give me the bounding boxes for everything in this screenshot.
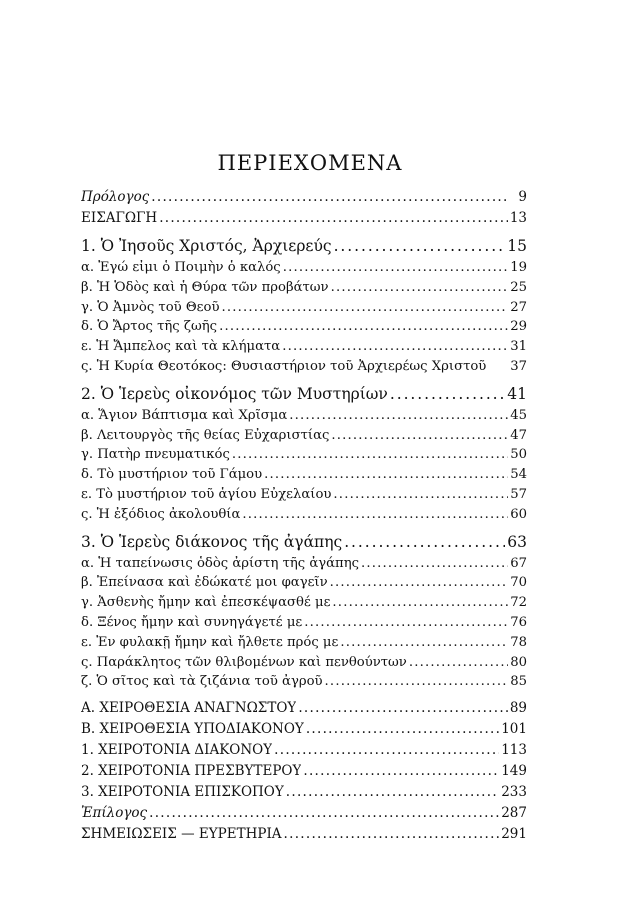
toc-page-number: 63 — [507, 532, 527, 551]
dot-leader — [361, 554, 508, 574]
toc-entry[interactable] — [81, 593, 527, 613]
toc-entry-label: α. Ἡ ταπείνωσις ὁδὸς ἀρίστη τῆς ἀγάπης — [81, 555, 359, 571]
dot-leader — [306, 719, 499, 740]
dot-leader — [330, 573, 509, 593]
toc-entry[interactable] — [81, 740, 527, 761]
toc-entry[interactable] — [81, 672, 527, 692]
dot-leader — [286, 782, 499, 803]
dot-leader — [325, 672, 509, 692]
toc-entry[interactable] — [81, 573, 527, 593]
toc-entry-label: ε. Ἡ Ἄμπελος καὶ τὰ κλήματα — [81, 339, 281, 355]
dot-leader — [242, 505, 508, 525]
toc-page-number: 101 — [501, 721, 527, 738]
toc-page-number: 45 — [510, 407, 527, 423]
toc-page-number: 47 — [510, 427, 527, 443]
dot-leader — [298, 698, 507, 719]
toc-page-number: 27 — [510, 299, 527, 315]
toc-entry[interactable] — [81, 187, 527, 208]
toc-entry-label: ε. Ἐν φυλακῇ ἤμην καὶ ἤλθετε πρός με — [81, 634, 339, 650]
toc-page-number: 76 — [510, 614, 527, 630]
toc-page-number: 85 — [510, 674, 527, 690]
toc-page-number: 149 — [501, 763, 527, 780]
dot-leader — [332, 593, 508, 613]
dot-leader — [344, 531, 505, 554]
dot-leader — [283, 258, 509, 278]
toc-entry[interactable] — [81, 698, 527, 719]
toc-page-number: 25 — [510, 279, 527, 295]
toc-entry[interactable] — [81, 719, 527, 740]
toc-entry-label: β. Λειτουργὸς τῆς θείας Εὐχαριστίας — [81, 427, 330, 443]
toc-page-number: 70 — [510, 575, 527, 591]
toc-page-number: 67 — [510, 555, 527, 571]
toc-entry-label: 1. Ὁ Ἰησοῦς Χριστός, Ἀρχιερεύς — [81, 237, 332, 255]
dot-leader — [340, 633, 508, 653]
dot-leader — [284, 824, 500, 845]
toc-entry[interactable] — [81, 613, 527, 633]
dot-leader — [264, 465, 508, 485]
toc-page-number: 37 — [510, 358, 527, 374]
toc-page-number: 291 — [501, 826, 527, 843]
toc-entry-label: γ. Πατὴρ πνευματικός — [81, 447, 230, 463]
toc-entry-label: γ. Ἀσθενὴς ἤμην καὶ ἐπεσκέψασθέ με — [81, 595, 331, 611]
toc-entry-label: Β. ΧΕΙΡΟΘΕΣΙΑ ΥΠΟΔΙΑΚΟΝΟΥ — [81, 721, 304, 738]
dot-leader — [151, 187, 509, 208]
toc-page-number: 80 — [510, 654, 527, 670]
toc-entry[interactable] — [81, 406, 527, 426]
dot-leader — [221, 298, 508, 318]
toc-entry[interactable] — [81, 761, 527, 782]
toc-entry[interactable] — [81, 208, 527, 229]
table-of-contents — [81, 187, 527, 845]
toc-entry-label: δ. Τὸ μυστήριον τοῦ Γάμου — [81, 467, 263, 483]
dot-leader — [333, 485, 508, 505]
toc-entry[interactable] — [81, 383, 527, 406]
toc-entry[interactable] — [81, 633, 527, 653]
toc-entry-label: ς. Ἡ Κυρία Θεοτόκος: Θυσιαστήριον τοῦ Ἀρχιερέως Χριστοῦ — [81, 358, 487, 374]
toc-entry-label: Πρόλογος — [81, 189, 150, 205]
toc-page-number: 54 — [510, 467, 527, 483]
dot-leader — [334, 235, 506, 258]
dot-leader — [331, 278, 509, 298]
dot-leader — [232, 445, 508, 465]
toc-entry-label: 1. ΧΕΙΡΟΤΟΝΙΑ ΔΙΑΚΟΝΟΥ — [81, 742, 273, 759]
toc-page-number: 31 — [510, 339, 527, 355]
toc-entry[interactable] — [81, 782, 527, 803]
toc-entry[interactable] — [81, 531, 527, 554]
toc-entry-label: α. Ἐγώ εἰμι ὁ Ποιμὴν ὁ καλός — [81, 260, 281, 275]
dot-leader — [331, 426, 508, 446]
toc-page-number: 78 — [510, 634, 527, 650]
toc-entry-label: ΣΗΜΕΙΩΣΕΙΣ — ΕΥΡΕΤΗΡΙΑ — [81, 826, 282, 843]
toc-page-number: 19 — [510, 260, 527, 275]
toc-entry[interactable] — [81, 426, 527, 446]
toc-entry-label: ΕΙΣΑΓΩΓΗ — [81, 210, 158, 226]
dot-leader — [409, 653, 508, 673]
toc-entry-label: γ. Ὁ Ἀμνὸς τοῦ Θεοῦ — [81, 299, 220, 315]
dot-leader — [303, 761, 499, 782]
toc-entry[interactable] — [81, 357, 527, 377]
toc-entry-label: ε. Τὸ μυστήριον τοῦ ἁγίου Εὐχελαίου — [81, 486, 332, 502]
toc-entry[interactable] — [81, 653, 527, 673]
dot-leader — [289, 406, 508, 426]
toc-entry[interactable] — [81, 298, 527, 318]
toc-entry[interactable] — [81, 554, 527, 574]
toc-entry-label: ζ. Ὁ σῖτος καὶ τὰ ζιζάνια τοῦ ἀγροῦ — [81, 674, 323, 690]
dot-leader — [282, 337, 508, 357]
toc-entry[interactable] — [81, 235, 527, 258]
toc-page-number: 29 — [510, 319, 527, 335]
dot-leader — [390, 383, 505, 406]
toc-entry-label: 3. ΧΕΙΡΟΤΟΝΙΑ ΕΠΙΣΚΟΠΟΥ — [81, 784, 284, 801]
dot-leader — [304, 613, 508, 633]
toc-entry-label: δ. Ξένος ἤμην καὶ συνηγάγετέ με — [81, 614, 303, 630]
dot-leader — [159, 208, 508, 229]
toc-entry-label: β. Ἡ Ὁδὸς καὶ ἡ Θύρα τῶν προβάτων — [81, 279, 329, 295]
toc-page-number: 113 — [501, 742, 527, 759]
toc-page-number: 89 — [509, 700, 527, 717]
dot-leader — [149, 803, 499, 824]
toc-entry-label: ς. Παράκλητος τῶν θλιβομένων καὶ πενθούντων — [81, 654, 407, 670]
toc-entry[interactable] — [81, 317, 527, 337]
toc-page-number: 50 — [510, 447, 527, 463]
toc-entry[interactable] — [81, 824, 527, 845]
toc-entry[interactable] — [81, 278, 527, 298]
toc-page-number: 60 — [510, 506, 527, 522]
dot-leader — [274, 740, 499, 761]
toc-entry-label: α. Ἅγιον Βάπτισμα καὶ Χρῖσμα — [81, 407, 288, 423]
toc-page-number: 233 — [501, 784, 527, 801]
toc-page-number: 41 — [507, 384, 527, 403]
toc-entry[interactable] — [81, 258, 527, 278]
toc-entry-label: β. Ἐπείνασα καὶ ἐδώκατέ μοι φαγεῖν — [81, 575, 328, 591]
toc-page-number: 57 — [510, 486, 527, 502]
toc-entry[interactable] — [81, 505, 527, 525]
toc-entry-label: 2. Ὁ Ἱερεὺς οἰκονόμος τῶν Μυστηρίων — [81, 384, 388, 403]
toc-entry-label: δ. Ὁ Ἄρτος τῆς ζωῆς — [81, 319, 218, 335]
toc-entry[interactable] — [81, 465, 527, 485]
toc-entry-label: 2. ΧΕΙΡΟΤΟΝΙΑ ΠΡΕΣΒΥΤΕΡΟΥ — [81, 763, 302, 780]
dot-leader — [219, 317, 508, 337]
page-title: ΠΕΡΙΕΧΟΜΕΝΑ — [217, 151, 403, 175]
toc-entry-label: Α. ΧΕΙΡΟΘΕΣΙΑ ΑΝΑΓΝΩΣΤΟΥ — [81, 700, 297, 717]
toc-entry-label: ς. Ἡ ἐξόδιος ἀκολουθία — [81, 506, 241, 522]
toc-entry[interactable] — [81, 803, 527, 824]
toc-entry-label: 3. Ὁ Ἱερεὺς διάκονος τῆς ἀγάπης — [81, 532, 343, 551]
toc-entry-label: Ἐπίλογος — [81, 805, 148, 822]
toc-page-number: 13 — [509, 210, 527, 226]
toc-entry[interactable] — [81, 445, 527, 465]
toc-page-number: 72 — [510, 595, 527, 611]
toc-page-number: 287 — [501, 805, 527, 822]
toc-page-number: 15 — [507, 237, 527, 255]
toc-entry[interactable] — [81, 485, 527, 505]
toc-page-number: 9 — [518, 189, 527, 205]
toc-entry[interactable] — [81, 337, 527, 357]
